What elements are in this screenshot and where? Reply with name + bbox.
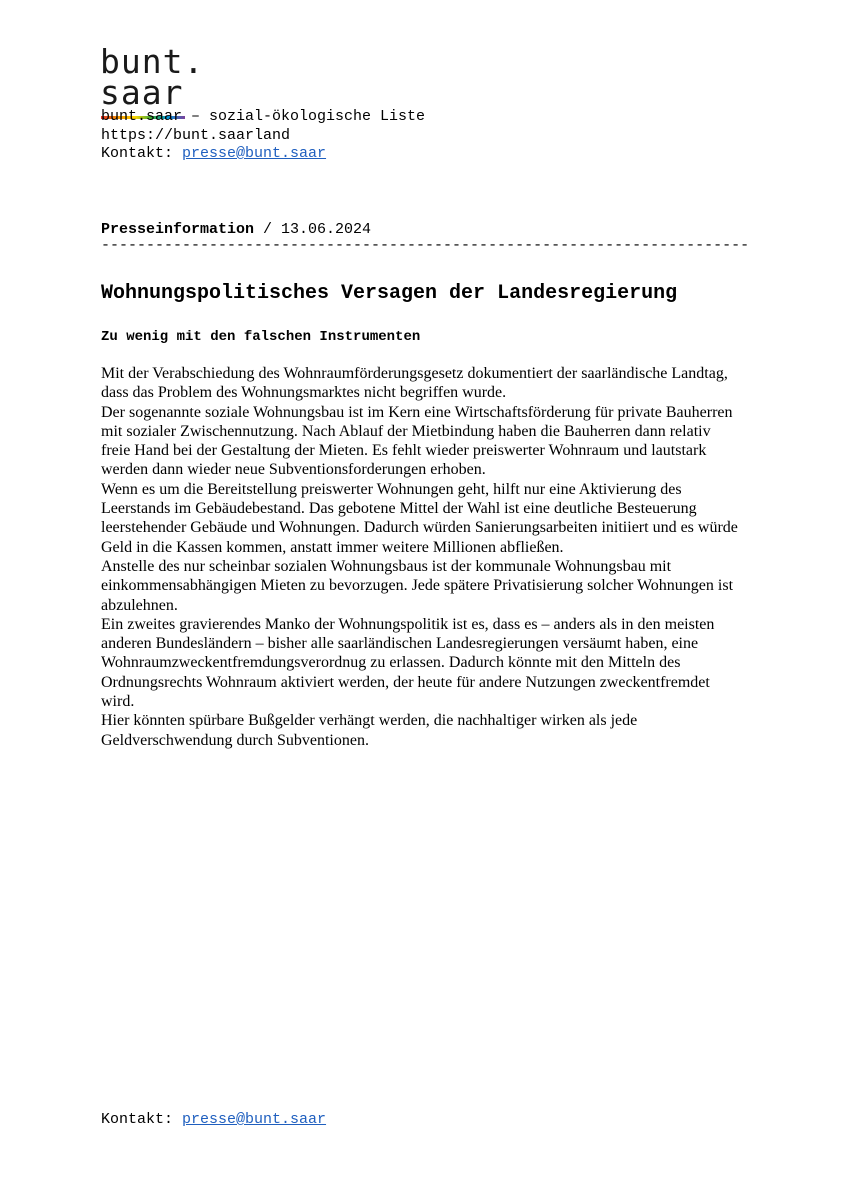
contact-email-link[interactable]: presse@bunt.saar <box>182 145 327 162</box>
logo-line-2: saar <box>100 73 184 112</box>
article-body <box>101 364 741 750</box>
footer-contact-label: Kontakt: <box>101 1111 183 1128</box>
article-paragraph: Ein zweites gravierendes Manko der Wohnungspolitik ist es, dass es – anders als in den meisten anderen Bundesländern – bisher alle saarländischen Landesregierungen versäumt haben, eine Wohnraumzweckentfremdungsverordnug zu erlassen. Dadurch könnte mit den Mitteln des Ordnungsrechts Wohnraum aktiviert werden, der heute für andere Nutzungen zweckentfremdet wird. <box>101 615 715 711</box>
article-paragraph: Hier könnten spürbare Bußgelder verhängt werden, die nachhaltiger wirken als jede Geldverschwendung durch Subventionen. <box>101 712 638 749</box>
article-paragraph: Der sogenannte soziale Wohnungsbau ist im Kern eine Wirtschaftsförderung für private Bauherren mit sozialer Zwischennutzung. Nach Ablauf der Mietbindung haben die Bauherren dann relativ freie Hand bei der Gestaltung der Mieten. Es fehlt wieder preiswerter Wohnraum und lautstark werden dann wieder neue Subventionsforderungen erhoben. <box>101 403 733 479</box>
article-paragraph: Anstelle des nur scheinbar sozialen Wohnungsbaus ist der kommunale Wohnungsbau mit einkommensabhängigen Mieten zu bevorzugen. Jede spätere Privatisierung solcher Wohnungen ist abzulehnen. <box>101 557 734 614</box>
press-separator: / <box>254 221 282 238</box>
website-text: https://bunt.saarland <box>101 126 291 144</box>
org-name: bunt.saar <box>101 108 183 125</box>
footer-email-link[interactable]: presse@bunt.saar <box>182 1111 327 1128</box>
contact-label: Kontakt: <box>101 145 183 162</box>
org-line <box>101 108 425 127</box>
logo <box>100 42 205 112</box>
logo-line-1: bunt. <box>100 42 205 81</box>
article-paragraph: Wenn es um die Bereitstellung preiswerter Wohnungen geht, hilft nur eine Aktivierung des Leerstands im Gebäudebestand. Das gebotene Mittel der Wahl ist eine deutliche Besteuerung leerstehender Gebäude und Wohnungen. Dadurch würden Sanierungsarbeiten initiiert und es würde Geld in die Kassen kommen, anstatt immer weitere Millionen abfließen. <box>101 480 738 556</box>
footer-contact <box>101 1111 326 1129</box>
contact-line <box>101 145 425 164</box>
dashed-divider: ------------------------------------------------------------------------ <box>101 237 750 254</box>
article-headline: Wohnungspolitisches Versagen der Landesregierung <box>101 282 678 305</box>
org-tagline: – sozial-ökologische Liste <box>182 108 426 125</box>
header-block <box>101 108 425 164</box>
press-date: 13.06.2024 <box>281 221 372 238</box>
article-subheadline: Zu wenig mit den falschen Instrumenten <box>101 329 421 345</box>
press-label: Presseinformation <box>101 221 255 238</box>
article-paragraph: Mit der Verabschiedung des Wohnraumförderungsgesetz dokumentiert der saarländische Landtag, dass das Problem des Wohnungsmarktes nicht begriffen wurde. <box>101 365 728 402</box>
press-info-line <box>101 221 371 238</box>
